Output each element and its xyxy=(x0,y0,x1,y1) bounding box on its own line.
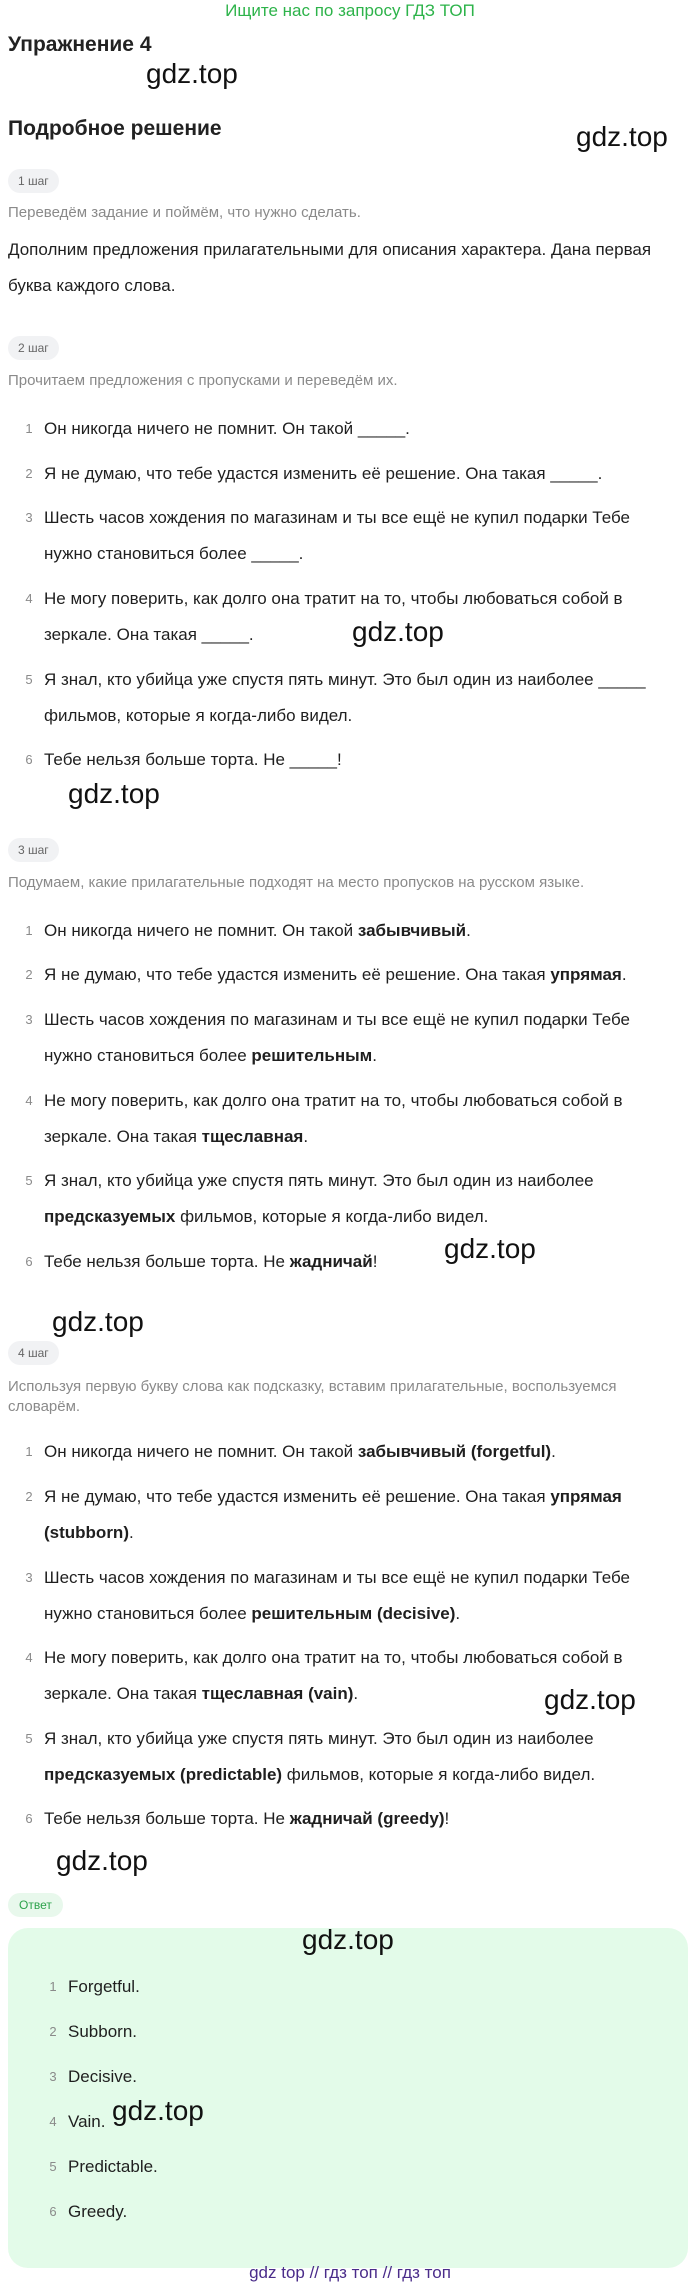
step-3-item xyxy=(22,1163,682,1235)
item-number: 1 xyxy=(25,923,33,938)
answer-word: жадничай (greedy) xyxy=(289,1809,445,1828)
watermark: gdz.top xyxy=(352,616,444,647)
item-number: 4 xyxy=(25,591,33,606)
text-fragment: ! xyxy=(444,1809,450,1828)
text-fragment: Тебе нельзя больше торта. Не _____! xyxy=(44,750,342,769)
item-number: 2 xyxy=(25,466,33,481)
step-4-item xyxy=(22,1560,682,1632)
text-fragment: . xyxy=(455,1604,461,1623)
step-2-item xyxy=(22,742,682,778)
watermark: gdz.top xyxy=(576,121,668,152)
item-number: 2 xyxy=(25,1489,33,1504)
watermark: gdz.top xyxy=(52,1306,144,1337)
step-1-note: Переведём задание и поймём, что нужно сделать. xyxy=(8,204,361,221)
item-text xyxy=(44,500,682,572)
step-2-item xyxy=(22,662,682,734)
text-fragment: . xyxy=(466,921,471,940)
answer-word: решительным xyxy=(251,1046,373,1065)
item-number: 6 xyxy=(25,1254,33,1269)
answer-word: тщеславная xyxy=(201,1127,304,1146)
answer-word: забывчивый (forgetful) xyxy=(357,1442,552,1461)
step-3-item xyxy=(22,913,682,949)
exercise-title: Упражнение 4 xyxy=(8,33,152,56)
text-fragment: Я знал, кто убийца уже спустя пять минут. Это был один из наиболее _____ фильмов, которые я когда-либо видел. xyxy=(44,670,646,725)
step-2-item xyxy=(22,500,682,572)
text-fragment: Тебе нельзя больше торта. Не xyxy=(44,1252,290,1271)
step-4-note: Используя первую букву слова как подсказку, вставим прилагательные, воспользуемся словарём. xyxy=(8,1378,617,1415)
item-number: 3 xyxy=(25,1570,33,1585)
answer-word: упрямая (stubborn) xyxy=(44,1487,622,1542)
watermark: gdz.top xyxy=(68,778,160,809)
item-text xyxy=(44,957,682,993)
text-fragment: Он никогда ничего не помнит. Он такой _____. xyxy=(44,419,410,438)
search-banner[interactable]: Ищите нас по запросу ГДЗ ТОП xyxy=(225,1,475,20)
text-fragment: Я знал, кто убийца уже спустя пять минут. Это был один из наиболее xyxy=(44,1171,594,1190)
item-number: 2 xyxy=(25,967,33,982)
item-text: Forgetful. xyxy=(68,1977,140,1996)
step-2-item xyxy=(22,456,682,492)
item-number: 5 xyxy=(49,2159,57,2174)
item-number: 6 xyxy=(25,1811,33,1826)
item-number: 6 xyxy=(25,752,33,767)
item-text xyxy=(44,1560,682,1632)
step-4-item xyxy=(22,1434,682,1470)
item-text: Decisive. xyxy=(68,2067,137,2086)
item-number: 1 xyxy=(25,421,33,436)
step-2-badge: 2 шаг xyxy=(8,336,59,360)
text-fragment: Шесть часов хождения по магазинам и ты все ещё не купил подарки Тебе нужно становиться более xyxy=(44,1010,630,1065)
text-fragment: Не могу поверить, как долго она тратит на то, чтобы любоваться собой в зеркале. Она такая xyxy=(44,1648,623,1703)
step-4-badge: 4 шаг xyxy=(8,1341,59,1365)
step-1-text: Дополним предложения прилагательными для описания характера. Дана первая буква каждого слова. xyxy=(8,240,652,295)
item-number: 4 xyxy=(25,1093,33,1108)
text-fragment: Я не думаю, что тебе удастся изменить её решение. Она такая _____. xyxy=(44,464,603,483)
watermark: gdz.top xyxy=(544,1684,636,1715)
item-text xyxy=(44,411,682,447)
step-3-item xyxy=(22,1244,682,1280)
item-text: Subborn. xyxy=(68,2022,137,2041)
step-4-item xyxy=(22,1479,682,1551)
text-fragment: . xyxy=(353,1684,359,1703)
item-text xyxy=(44,1721,682,1793)
item-number: 5 xyxy=(25,672,33,687)
step-2-note: Прочитаем предложения с пропусками и переведём их. xyxy=(8,372,398,389)
item-number: 5 xyxy=(25,1731,33,1746)
item-text xyxy=(44,456,682,492)
step-3-item xyxy=(22,1083,682,1155)
text-fragment: Шесть часов хождения по магазинам и ты все ещё не купил подарки Тебе нужно становиться более _____. xyxy=(44,508,630,563)
answer-word: тщеславная (vain) xyxy=(201,1684,354,1703)
item-number: 1 xyxy=(25,1444,33,1459)
item-text xyxy=(44,1434,682,1470)
text-fragment: ! xyxy=(372,1252,378,1271)
item-number: 1 xyxy=(49,1979,57,1994)
item-number: 4 xyxy=(49,2114,57,2129)
text-fragment: фильмов, которые я когда-либо видел. xyxy=(175,1207,489,1226)
text-fragment: Он никогда ничего не помнит. Он такой xyxy=(44,1442,358,1461)
item-number: 3 xyxy=(25,510,33,525)
answer-item xyxy=(46,2202,646,2222)
answer-item xyxy=(46,2022,646,2042)
step-3-item xyxy=(22,1002,682,1074)
solution-heading: Подробное решение xyxy=(8,117,222,140)
step-4-item xyxy=(22,1801,682,1837)
item-text xyxy=(44,1801,682,1837)
text-fragment: Не могу поверить, как долго она тратит на то, чтобы любоваться собой в зеркале. Она такая _____. xyxy=(44,589,623,644)
item-text xyxy=(44,1083,682,1155)
answer-word: решительным (decisive) xyxy=(251,1604,456,1623)
text-fragment: Шесть часов хождения по магазинам и ты все ещё не купил подарки Тебе нужно становиться более xyxy=(44,1568,630,1623)
text-fragment: фильмов, которые я когда-либо видел. xyxy=(282,1765,596,1784)
item-text xyxy=(44,1002,682,1074)
answer-item xyxy=(46,2067,646,2087)
footer-links[interactable]: gdz top // гдз топ // гдз топ xyxy=(249,2263,451,2282)
step-3-badge: 3 шаг xyxy=(8,838,59,862)
text-fragment: Я знал, кто убийца уже спустя пять минут. Это был один из наиболее xyxy=(44,1729,594,1748)
item-text: Predictable. xyxy=(68,2157,158,2176)
answer-word: забывчивый xyxy=(357,921,467,940)
item-text: Vain. xyxy=(68,2112,106,2131)
item-number: 3 xyxy=(49,2069,57,2084)
step-1-badge: 1 шаг xyxy=(8,169,59,193)
answer-word: жадничай xyxy=(289,1252,373,1271)
text-fragment: . xyxy=(551,1442,556,1461)
answer-item xyxy=(46,2157,646,2177)
answer-word: предсказуемых (predictable) xyxy=(44,1765,283,1784)
text-fragment: Я не думаю, что тебе удастся изменить её решение. Она такая xyxy=(44,1487,551,1506)
text-fragment: . xyxy=(621,965,627,984)
text-fragment: Я не думаю, что тебе удастся изменить её решение. Она такая xyxy=(44,965,551,984)
answer-word: предсказуемых xyxy=(44,1207,176,1226)
watermark: gdz.top xyxy=(112,2095,204,2126)
text-fragment: Не могу поверить, как долго она тратит на то, чтобы любоваться собой в зеркале. Она такая xyxy=(44,1091,623,1146)
item-number: 2 xyxy=(49,2024,57,2039)
step-2-item xyxy=(22,411,682,447)
item-text xyxy=(44,1479,682,1551)
watermark: gdz.top xyxy=(56,1845,148,1876)
text-fragment: . xyxy=(303,1127,309,1146)
text-fragment: Он никогда ничего не помнит. Он такой xyxy=(44,921,358,940)
item-text xyxy=(44,1244,682,1280)
item-number: 6 xyxy=(49,2204,57,2219)
answer-word: упрямая xyxy=(550,965,622,984)
text-fragment: Тебе нельзя больше торта. Не xyxy=(44,1809,290,1828)
item-number: 3 xyxy=(25,1012,33,1027)
answer-item xyxy=(46,1977,646,1997)
item-text: Greedy. xyxy=(68,2202,128,2221)
item-text xyxy=(44,1163,682,1235)
item-text xyxy=(44,662,682,734)
item-text xyxy=(44,742,682,778)
step-4-item xyxy=(22,1721,682,1793)
answer-badge: Ответ xyxy=(8,1893,63,1917)
watermark: gdz.top xyxy=(302,1924,394,1955)
item-number: 4 xyxy=(25,1650,33,1665)
item-number: 5 xyxy=(25,1173,33,1188)
watermark: gdz.top xyxy=(146,58,238,89)
item-text xyxy=(44,913,682,949)
step-3-note: Подумаем, какие прилагательные подходят на место пропусков на русском языке. xyxy=(8,874,585,891)
text-fragment: . xyxy=(128,1523,134,1542)
text-fragment: . xyxy=(372,1046,377,1065)
watermark: gdz.top xyxy=(444,1233,536,1264)
step-3-item xyxy=(22,957,682,993)
